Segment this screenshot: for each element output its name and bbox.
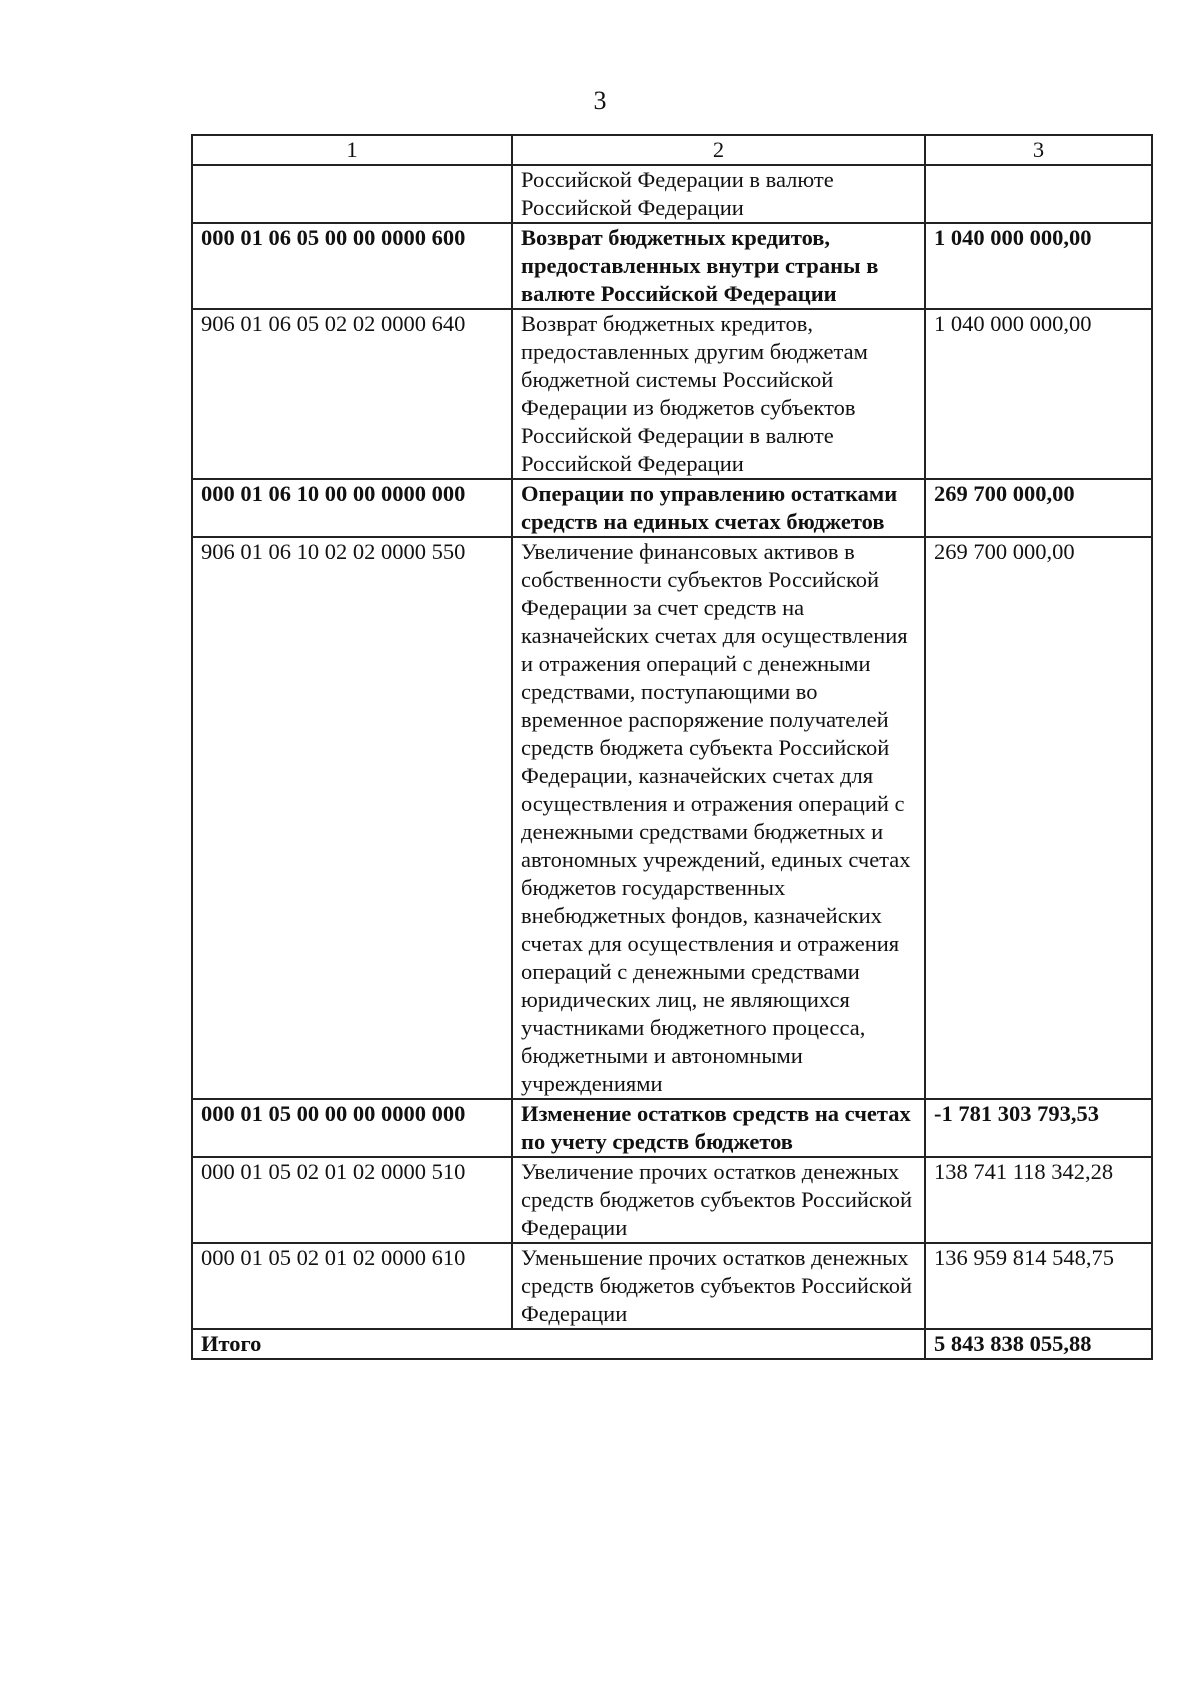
item-name: Увеличение финансовых активов в собственности субъектов Российской Федерации за счет средств на казначейских счетах для осуществления и отражения операций с денежными средствами, поступающими во временное распоряжение получателей средств бюджета субъекта Российской Федерации, казначейских счетах для осуществления и отражения операций с денежными средствами бюджетных и автономных учреждений, единых счетах бюджетов государственных внебюджетных фондов, казначейских счетах для осуществления и отражения операций с денежными средствами юридических лиц, не являющихся участниками бюджетного процесса, бюджетными и автономными учреждениями bbox=[512, 537, 925, 1099]
amount: 136 959 814 548,75 bbox=[925, 1243, 1152, 1329]
item-name: Уменьшение прочих остатков денежных средств бюджетов субъектов Российской Федерации bbox=[512, 1243, 925, 1329]
table-row bbox=[192, 537, 1152, 1099]
budget-sources-table bbox=[191, 134, 1153, 1360]
total-row bbox=[192, 1329, 1152, 1359]
total-amount: 5 843 838 055,88 bbox=[925, 1329, 1152, 1359]
table-row bbox=[192, 165, 1152, 223]
total-label: Итого bbox=[192, 1329, 925, 1359]
table-row bbox=[192, 1243, 1152, 1329]
table-row bbox=[192, 309, 1152, 479]
amount: 138 741 118 342,28 bbox=[925, 1157, 1152, 1243]
column-number-3: 3 bbox=[925, 135, 1152, 165]
amount: -1 781 303 793,53 bbox=[925, 1099, 1152, 1157]
budget-code: 000 01 05 02 01 02 0000 610 bbox=[192, 1243, 512, 1329]
item-name: Российской Федерации в валюте Российской Федерации bbox=[512, 165, 925, 223]
column-number-1: 1 bbox=[192, 135, 512, 165]
table-row bbox=[192, 1099, 1152, 1157]
amount bbox=[925, 165, 1152, 223]
item-name: Изменение остатков средств на счетах по учету средств бюджетов bbox=[512, 1099, 925, 1157]
budget-code: 906 01 06 05 02 02 0000 640 bbox=[192, 309, 512, 479]
item-name: Возврат бюджетных кредитов, предоставленных другим бюджетам бюджетной системы Российской Федерации из бюджетов субъектов Российской Федерации в валюте Российской Федерации bbox=[512, 309, 925, 479]
budget-code: 000 01 06 10 00 00 0000 000 bbox=[192, 479, 512, 537]
item-name: Увеличение прочих остатков денежных средств бюджетов субъектов Российской Федерации bbox=[512, 1157, 925, 1243]
table-row bbox=[192, 223, 1152, 309]
budget-code: 906 01 06 10 02 02 0000 550 bbox=[192, 537, 512, 1099]
budget-code: 000 01 06 05 00 00 0000 600 bbox=[192, 223, 512, 309]
budget-code bbox=[192, 165, 512, 223]
table-row bbox=[192, 1157, 1152, 1243]
column-number-2: 2 bbox=[512, 135, 925, 165]
column-number-row bbox=[192, 135, 1152, 165]
amount: 269 700 000,00 bbox=[925, 479, 1152, 537]
item-name: Операции по управлению остатками средств на единых счетах бюджетов bbox=[512, 479, 925, 537]
amount: 1 040 000 000,00 bbox=[925, 223, 1152, 309]
page-number: 3 bbox=[593, 86, 607, 115]
item-name: Возврат бюджетных кредитов, предоставленных внутри страны в валюте Российской Федерации bbox=[512, 223, 925, 309]
budget-code: 000 01 05 00 00 00 0000 000 bbox=[192, 1099, 512, 1157]
budget-code: 000 01 05 02 01 02 0000 510 bbox=[192, 1157, 512, 1243]
amount: 269 700 000,00 bbox=[925, 537, 1152, 1099]
table-row bbox=[192, 479, 1152, 537]
amount: 1 040 000 000,00 bbox=[925, 309, 1152, 479]
